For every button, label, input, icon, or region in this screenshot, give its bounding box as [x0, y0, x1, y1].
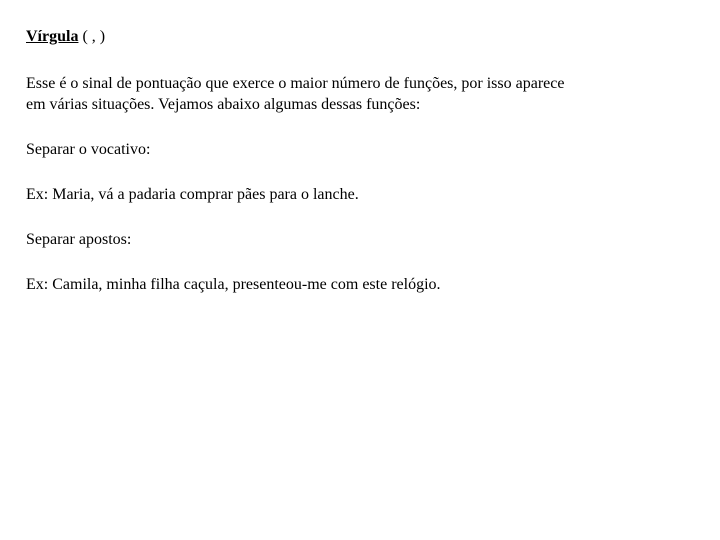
function-label-apposition: Separar apostos:	[26, 231, 132, 248]
intro-line-2: em várias situações. Vejamos abaixo algumas dessas funções:	[26, 96, 421, 113]
function-label-vocative: Separar o vocativo:	[26, 141, 151, 158]
intro-line-1: Esse é o sinal de pontuação que exerce o maior número de funções, por isso aparece	[26, 75, 565, 92]
intro-paragraph	[26, 73, 646, 115]
example-vocative: Ex: Maria, vá a padaria comprar pães para o lanche.	[26, 186, 359, 203]
heading-title-word: Vírgula	[26, 28, 79, 45]
example-apposition: Ex: Camila, minha filha caçula, presenteou-me com este relógio.	[26, 276, 441, 293]
document-heading	[26, 26, 720, 47]
heading-title-symbol: ( , )	[78, 28, 106, 45]
